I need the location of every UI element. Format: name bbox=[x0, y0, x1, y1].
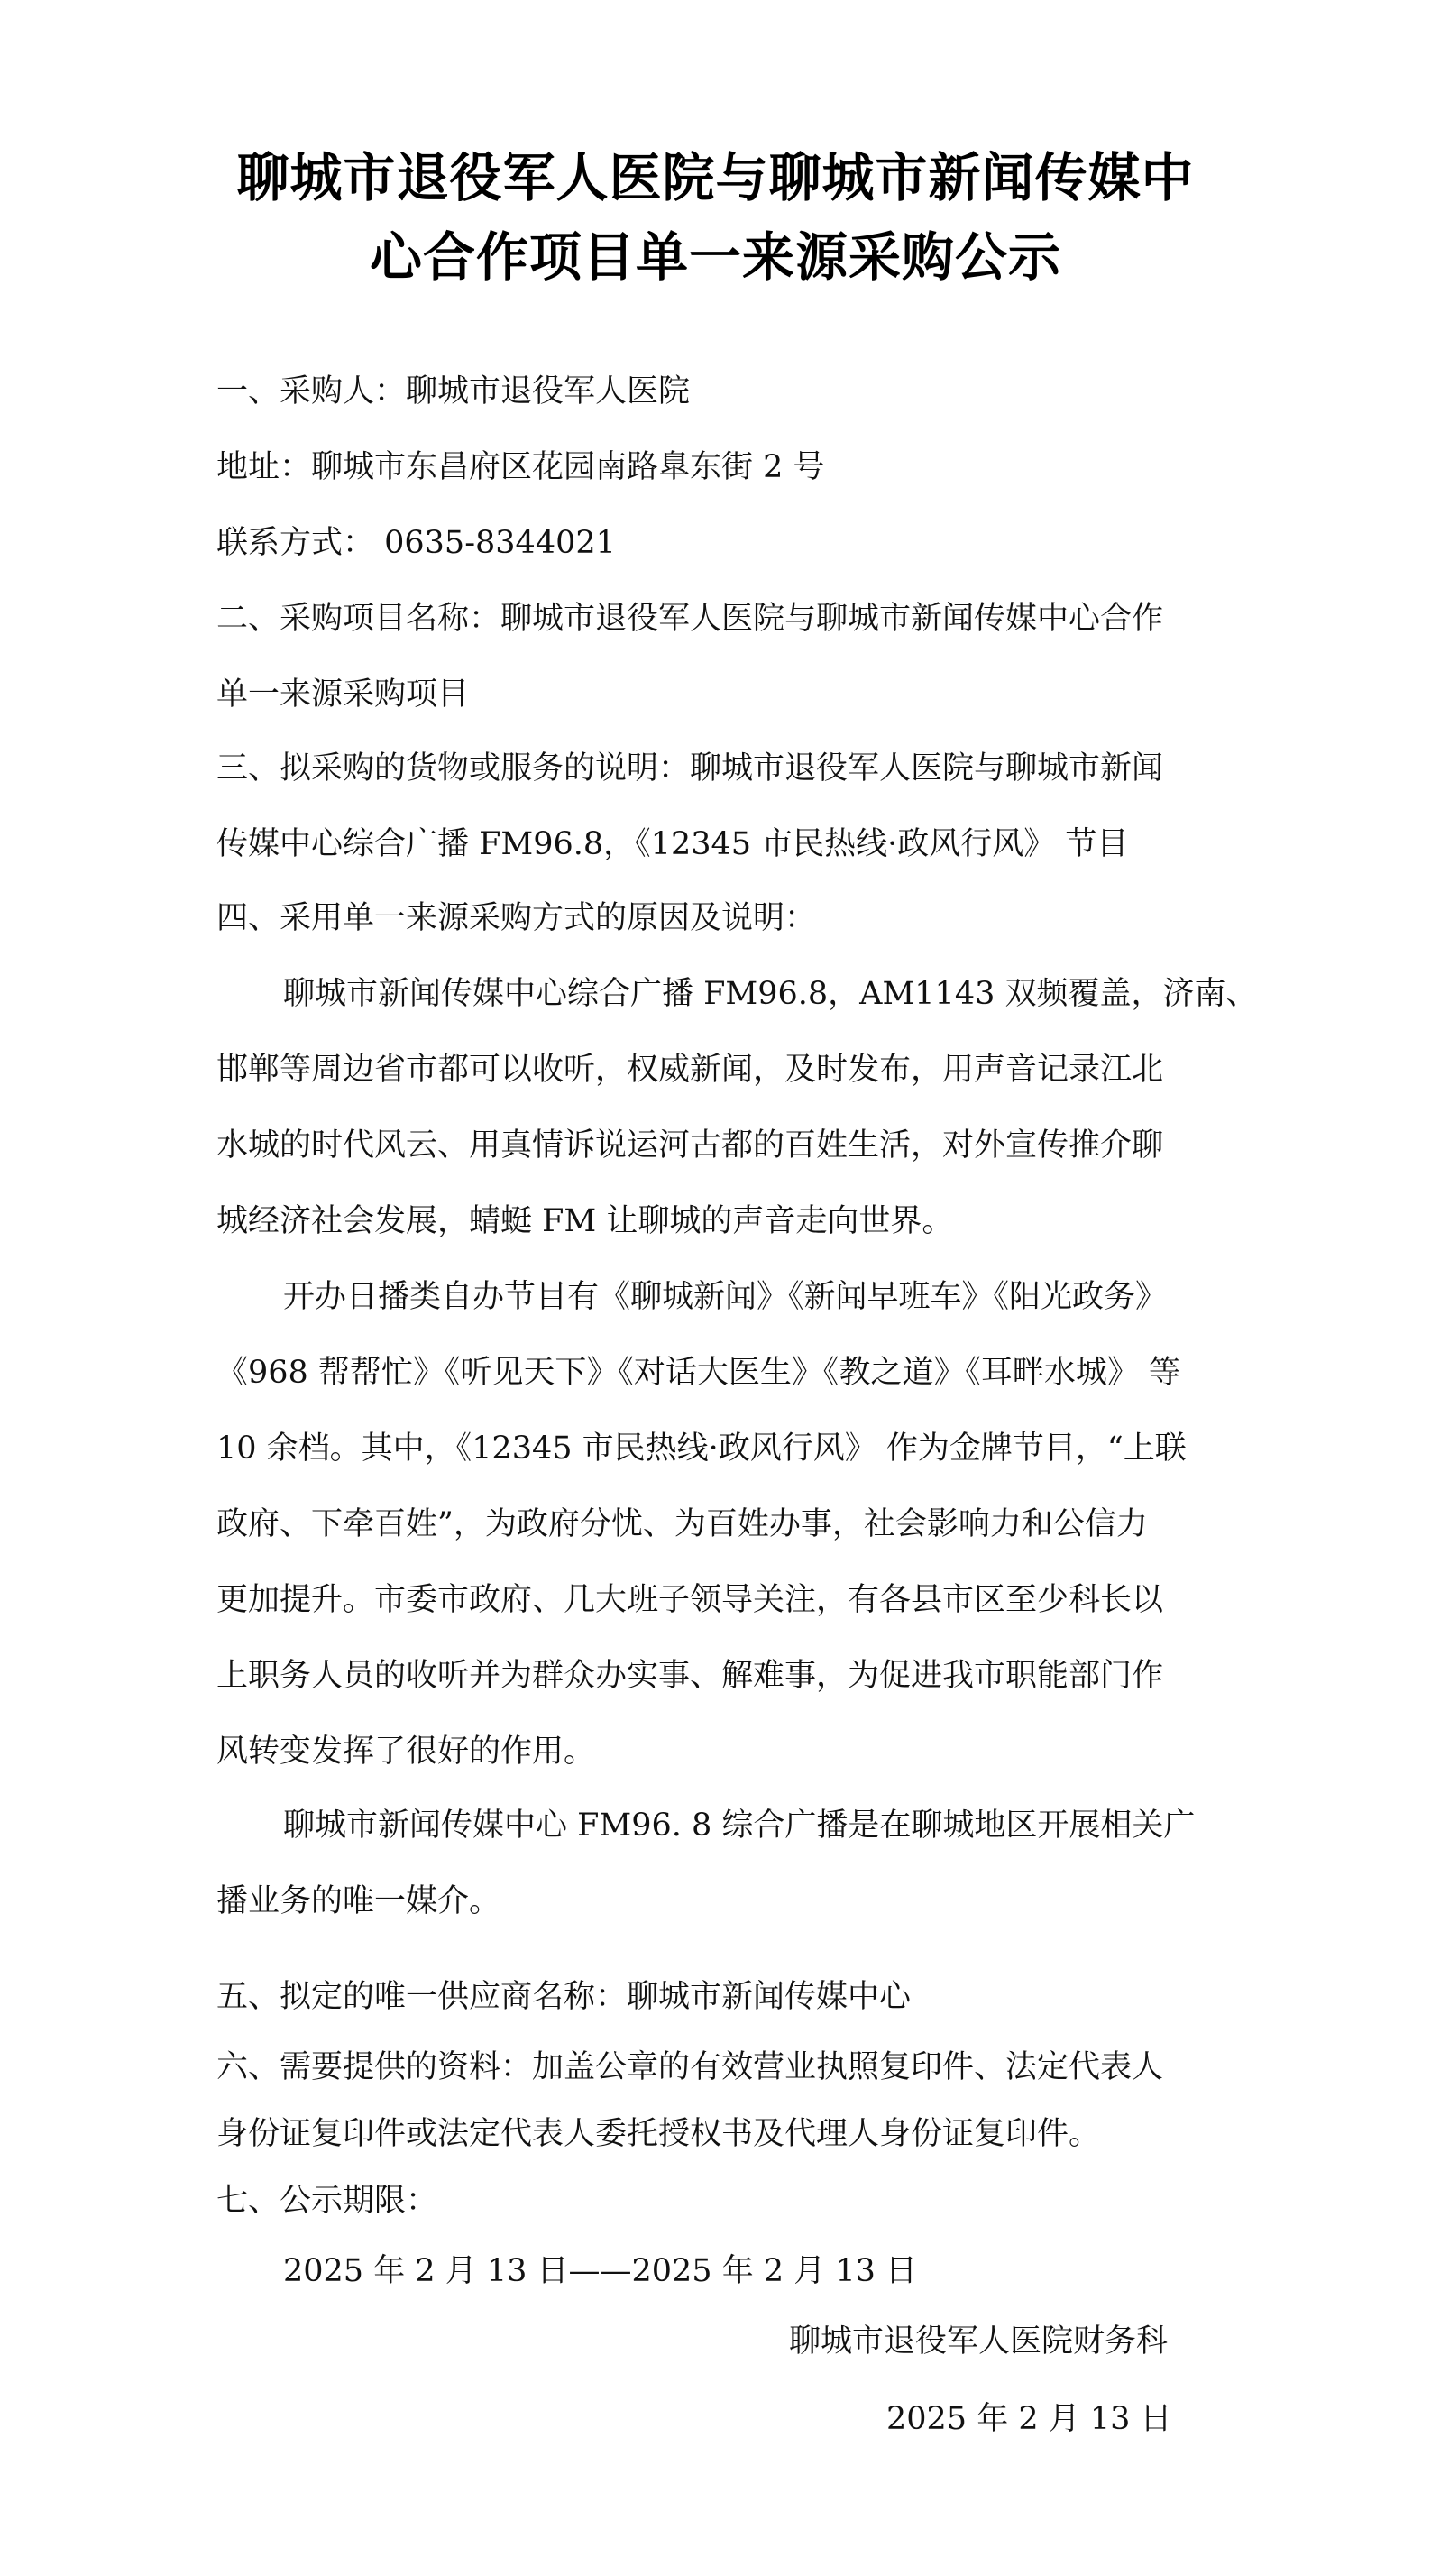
reason-paragraph-2-line: 开办日播类自办节目有《聊城新闻》《新闻早班车》《阳光政务》 bbox=[283, 1279, 1168, 1315]
signature-department: 聊城市退役军人医院财务科 bbox=[789, 2323, 1169, 2360]
period-range: 2025 年 2 月 13 日——2025 年 2 月 13 日 bbox=[283, 2253, 918, 2289]
document-title-line-1: 聊城市退役军人医院与聊城市新闻传媒中 bbox=[236, 147, 1195, 208]
project-name-line-2: 单一来源采购项目 bbox=[216, 676, 470, 713]
project-name-line-1: 二、采购项目名称：聊城市退役军人医院与聊城市新闻传媒中心合作 bbox=[216, 601, 1164, 637]
goods-description-line-1: 三、拟采购的货物或服务的说明：聊城市退役军人医院与聊城市新闻 bbox=[216, 750, 1164, 787]
reason-paragraph-1-line: 水城的时代风云、用真情诉说运河古都的百姓生活，对外宣传推介聊 bbox=[216, 1127, 1164, 1164]
materials-line-1: 六、需要提供的资料：加盖公章的有效营业执照复印件、法定代表人 bbox=[216, 2049, 1164, 2085]
supplier-line: 五、拟定的唯一供应商名称：聊城市新闻传媒中心 bbox=[216, 1979, 912, 2015]
reason-paragraph-1-line: 邯郸等周边省市都可以收听，权威新闻，及时发布，用声音记录江北 bbox=[216, 1052, 1164, 1088]
reason-paragraph-2-line: 10 余档。其中，《12345 市民热线·政风行风》 作为金牌节目，“上联 bbox=[216, 1431, 1187, 1467]
reason-paragraph-1-line: 聊城市新闻传媒中心综合广播 FM96.8，AM1143 双频覆盖，济南、 bbox=[283, 976, 1258, 1012]
purchaser-address: 地址：聊城市东昌府区花园南路臯东街 2 号 bbox=[216, 449, 825, 485]
reason-paragraph-2-line: 《968 帮帮忙》《听见天下》《对话大医生》《教之道》《耳畔水城》 等 bbox=[216, 1355, 1181, 1391]
signature-date: 2025 年 2 月 13 日 bbox=[886, 2401, 1172, 2437]
purchaser-contact: 联系方式： 0635-8344021 bbox=[216, 525, 616, 561]
materials-line-2: 身份证复印件或法定代表人委托授权书及代理人身份证复印件。 bbox=[216, 2116, 1101, 2152]
reason-paragraph-1-line: 城经济社会发展，蜻蜓 FM 让聊城的声音走向世界。 bbox=[216, 1203, 954, 1239]
reason-heading: 四、采用单一来源采购方式的原因及说明： bbox=[216, 900, 817, 936]
reason-paragraph-3-line: 播业务的唯一媒介。 bbox=[216, 1883, 501, 1919]
reason-paragraph-2-line: 风转变发挥了很好的作用。 bbox=[216, 1734, 596, 1770]
period-heading: 七、公示期限： bbox=[216, 2183, 438, 2219]
document-title-line-2: 心合作项目单一来源采购公示 bbox=[369, 226, 1061, 288]
reason-paragraph-2-line: 更加提升。市委市政府、几大班子领导关注，有各县市区至少科长以 bbox=[216, 1582, 1164, 1618]
goods-description-line-2: 传媒中心综合广播 FM96.8，《12345 市民热线·政风行风》 节目 bbox=[216, 826, 1129, 862]
reason-paragraph-2-line: 政府、下牵百姓”，为政府分忧、为百姓办事，社会影响力和公信力 bbox=[216, 1506, 1148, 1542]
reason-paragraph-3-line: 聊城市新闻传媒中心 FM96. 8 综合广播是在聊城地区开展相关广 bbox=[283, 1808, 1196, 1844]
purchaser-line: 一、采购人：聊城市退役军人医院 bbox=[216, 373, 691, 409]
reason-paragraph-2-line: 上职务人员的收听并为群众办实事、解难事，为促进我市职能部门作 bbox=[216, 1658, 1164, 1694]
